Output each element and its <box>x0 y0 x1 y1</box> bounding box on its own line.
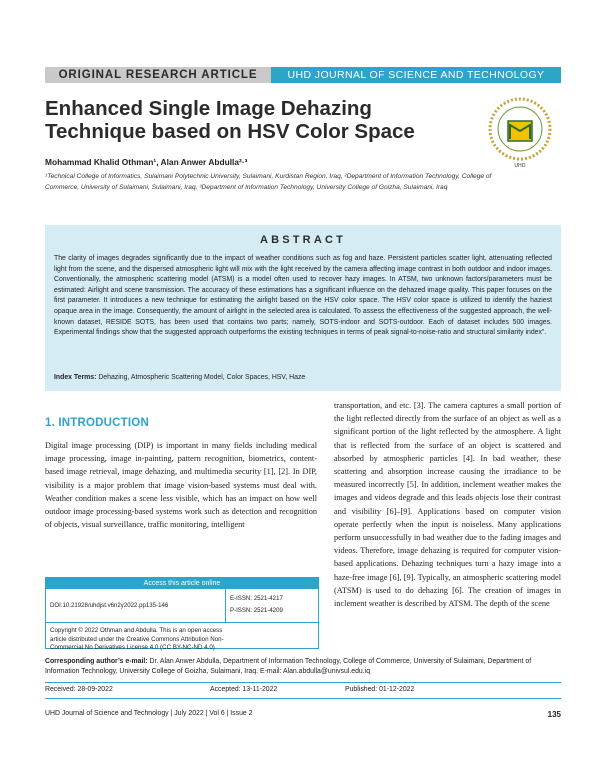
affiliations: ¹Technical College of Informatics, Sulaimani Polytechnic University, Sulaimani, Kurdistan Region, Iraq, ²Department of Information Technology, College of Commerce, University of Sulaimani, Sulaimani, Iraq, ³Department of Information Technology, University College of Goizha, Sulaimani, Iraq <box>45 173 492 191</box>
abstract-box <box>45 225 561 391</box>
intro-left-column: Digital image processing (DIP) is important in many fields including medical image processing, image in-painting, pattern recognition, biometrics, content-based image retrieval, image dehazing, and multimedia security [1], [2]. In DIP, visibility is a major problem that image vision-based systems must deal with. Weather condition makes a scene less visible, which has an impact on how well outdoor image processing-based systems work such as detection and recognition of objects, visual surveillance, traffic monitoring, intelligent <box>45 441 317 530</box>
license-text: Copyright © 2022 Othman and Abdulla. This is an open access article distributed under the Creative Commons Attribution Non-Commercial No Derivatives License 4.0 (CC BY-NC-ND 4.0) <box>50 627 224 651</box>
article-type-label: ORIGINAL RESEARCH ARTICLE <box>58 69 258 81</box>
index-terms-label: Index Terms: <box>54 374 97 381</box>
index-terms-value: Dehazing, Atmospheric Scattering Model, Color Spaces, HSV, Haze <box>98 374 306 381</box>
access-row <box>46 589 318 623</box>
pissn: P-ISSN: 2521-4209 <box>230 607 283 614</box>
abstract-heading: ABSTRACT <box>259 234 347 246</box>
article-type-band <box>45 67 561 83</box>
access-header: Access this article online <box>46 578 318 589</box>
svg-text:UHD: UHD <box>514 163 526 169</box>
abstract-text: The clarity of images degrades significantly due to the impact of weather conditions such as fog and haze. Persistent particles scatter light, attenuating reflected light from the scene, and the dispersed atmospheric light will mix with the light received by the camera affecting image contrast in both outdoor and indoor images. Conventionally, the atmospheric scattering model (ATSM) is a model often used to recover hazy images. In ATSM, two unknown factors/parameters must be estimated: Airlight and scene transmission. The accuracy of these estimations has a significant influence on the dehazed image quality. This paper focuses on the first parameter. It introduces a new technique for estimating the airlight based on the HSV color space. The HSV color space is utilized to identify the haziest opaque area in the image. Consequently, the amount of airlight in the selected area is calculated. To assess the effectiveness of the suggested approach, the well-known dataset, RESIDE SOTS, has been used that contains two parts; namely, SOTS-indoor and SOTS-outdoor. Each of dataset includes 500 images. Experimental findings show that the suggested approach outperforms the existing techniques in terms of peak signal-to-noise-ratio and structural similarity index”. <box>54 255 552 337</box>
footer <box>45 710 561 717</box>
footer-journal: UHD Journal of Science and Technology | July 2022 | Vol 6 | Issue 2 <box>45 710 253 717</box>
correspondence-label: Corresponding author’s e-mail: <box>45 658 148 665</box>
intro-right-column: transportation, and etc. [3]. The camera captures a small portion of the light reflected directly from the surface of an object as well as a significant portion of the light reflected by the atmosphere. A light that is reflected from the surface of an object is scattered and absorbed by atmospheric particles [4]. In bad weather, these scattering and absorption increase causing the irradiance to be measured incorrectly [5]. In addition, inclement weather makes the images and videos degrade and this leads objects lose their contrast and visibility [6]–[9]. Applications based on computer vision operate perfectly when the input is noiseless. Many applications perform unsuccessfully in bad weather due to the fading images and videos. Therefore, image dehazing is required for computer vision-based applications. Dehazing techniques turn a hazy image into a haze-free image [6], [9]. Typically, an atmospheric scattering model (ATSM) is used to do dehazing [6]. The creation of images in inclement weather is described by ATSM. The depth of the scene <box>334 401 561 609</box>
dates-bar <box>45 682 561 699</box>
band-right <box>271 67 561 83</box>
correspondence <box>45 657 561 676</box>
issn-block <box>226 589 318 622</box>
page-number: 135 <box>547 710 561 719</box>
correspondence-text: Dr. Alan Anwer Abdulla, Department of Information Technology, College of Commerce, University of Sulaimani, Department of Information Technology, University College of Goizha, Sulaimani, Iraq. E-mail: Alan.abdulla@univsul.edu.iq <box>45 658 532 675</box>
eissn: E-ISSN: 2521-4217 <box>230 595 283 602</box>
received-date: Received: 28-09-2022 <box>45 686 113 693</box>
index-terms <box>54 374 552 381</box>
journal-name-label: UHD JOURNAL OF SCIENCE AND TECHNOLOGY <box>287 69 545 81</box>
authors: Mohammad Khalid Othman¹, Alan Anwer Abdulla²·³ <box>45 157 248 167</box>
section-title: 1. INTRODUCTION <box>45 417 149 429</box>
access-box <box>45 577 319 649</box>
doi[interactable]: DOI:10.21928/uhdjst.v6n2y2022.pp135-146 <box>46 589 226 622</box>
accepted-date: Accepted: 13-11-2022 <box>210 686 278 693</box>
band-left <box>45 67 271 83</box>
published-date: Published: 01-12-2022 <box>345 686 415 693</box>
journal-logo-icon <box>480 95 560 177</box>
paper-title: Enhanced Single Image Dehazing Technique based on HSV Color Space <box>45 97 415 143</box>
